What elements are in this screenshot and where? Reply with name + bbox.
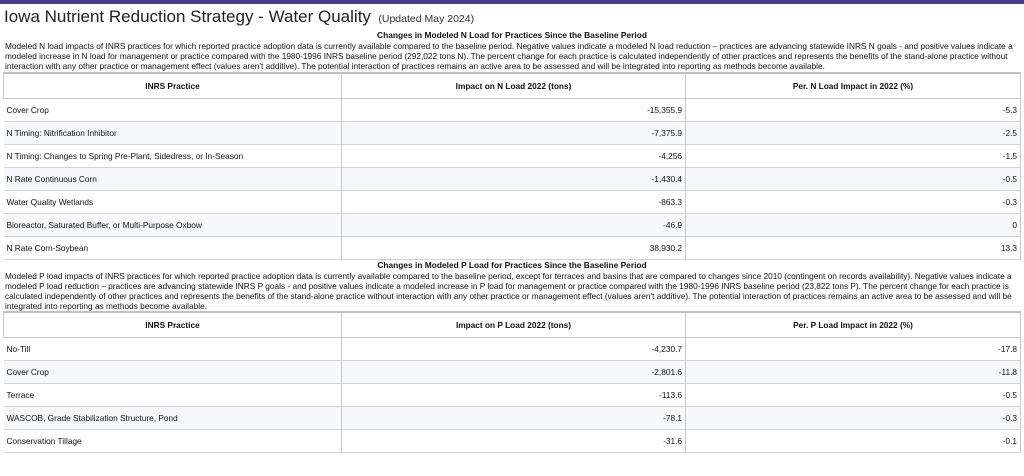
table-row[interactable] — [4, 213, 1021, 236]
updated-date: (Updated May 2024) — [378, 13, 475, 25]
p-load-table — [3, 311, 1021, 453]
column-header-practice[interactable]: INRS Practice — [4, 73, 342, 99]
table-row[interactable] — [4, 338, 1021, 361]
table-row[interactable] — [4, 167, 1021, 190]
table-row[interactable] — [4, 121, 1021, 144]
p-load-section — [3, 260, 1021, 454]
table-row[interactable] — [4, 407, 1021, 430]
percent-cell: -2.5 — [686, 121, 1021, 144]
column-header-practice[interactable]: INRS Practice — [4, 312, 342, 338]
practice-cell: Water Quality Wetlands — [4, 190, 342, 213]
practice-cell: WASCOB, Grade Stabilization Structure, Pond — [4, 407, 342, 430]
impact-cell: -4,256 — [342, 144, 686, 167]
p-table-header-row — [4, 312, 1021, 338]
practice-cell: Cover Crop — [4, 98, 342, 121]
percent-cell: -0.5 — [686, 167, 1021, 190]
practice-cell: Cover Crop — [4, 361, 342, 384]
practice-cell: No-Till — [4, 338, 342, 361]
table-row[interactable] — [4, 430, 1021, 453]
table-row[interactable] — [4, 98, 1021, 121]
percent-cell: -0.1 — [686, 430, 1021, 453]
n-load-section — [3, 30, 1021, 260]
table-row[interactable] — [4, 190, 1021, 213]
n-load-table — [3, 72, 1021, 260]
impact-cell: -15,355.9 — [342, 98, 686, 121]
percent-cell: -11.8 — [686, 361, 1021, 384]
percent-cell: -5.3 — [686, 98, 1021, 121]
table-row[interactable] — [4, 361, 1021, 384]
impact-cell: -863.3 — [342, 190, 686, 213]
percent-cell: -0.5 — [686, 384, 1021, 407]
impact-cell: -4,230.7 — [342, 338, 686, 361]
n-section-title: Changes in Modeled N Load for Practices Since the Baseline Period — [377, 30, 647, 40]
impact-cell: -46.9 — [342, 213, 686, 236]
impact-cell: 38,930.2 — [342, 236, 686, 259]
practice-cell: Terrace — [4, 384, 342, 407]
percent-cell: 0 — [686, 213, 1021, 236]
practice-cell: Bioreactor, Saturated Buffer, or Multi-Purpose Oxbow — [4, 213, 342, 236]
percent-cell: -0.3 — [686, 407, 1021, 430]
n-section-description: Modeled N load impacts of INRS practices for which reported practice adoption data is currently available compared to the baseline period. Negative values indicate a modeled N load reduction – practices are advancing statewide INRS N goals - and positive values indicate a modeled increase in N load for management or practice compared with the 1980-1996 INRS baseline period (292,022 tons N). The percent change for each practice is calculated independently of other practices and represents the benefits of the stand-alone practice without interaction with any other practice or management effect (values aren't additive). The potential interaction of practices remains an active area to be assessed and will be integrated into reporting as methods become available. — [5, 41, 1013, 72]
practice-cell: N Rate Continuous Corn — [4, 167, 342, 190]
table-row[interactable] — [4, 144, 1021, 167]
impact-cell: -2,801.6 — [342, 361, 686, 384]
impact-cell: -31.6 — [342, 430, 686, 453]
table-row[interactable] — [4, 236, 1021, 259]
column-header-impact[interactable]: Impact on P Load 2022 (tons) — [342, 312, 686, 338]
practice-cell: N Rate Corn-Soybean — [4, 236, 342, 259]
percent-cell: 13.3 — [686, 236, 1021, 259]
page-title: Iowa Nutrient Reduction Strategy - Water Quality — [4, 7, 371, 26]
n-table-header-row — [4, 73, 1021, 99]
practice-cell: N Timing: Nitrification Inhibitor — [4, 121, 342, 144]
column-header-impact[interactable]: Impact on N Load 2022 (tons) — [342, 73, 686, 99]
practice-cell: N Timing: Changes to Spring Pre-Plant, Sidedress, or In-Season — [4, 144, 342, 167]
p-section-description: Modeled P load impacts of INRS practices for which reported practice adoption data is currently available compared to the baseline period, except for terraces and basins that are compared to changes since 2010 (contingent on records availability). Negative values indicate a modeled P load reduction – practices are advancing statewide INRS P goals - and positive values indicate a modeled increase in P load for management or practice compared with the 1980-1996 INRS baseline period (23,822 tons P). The percent change for each practice is calculated independently of other practices and represents the benefits of the stand-alone practice without interaction with any other practice or management effect (values aren't additive). The potential interaction of practices remains an active area to be assessed and will be integrated into reporting as methods become available. — [5, 270, 1012, 312]
percent-cell: -1.5 — [686, 144, 1021, 167]
impact-cell: -1,430.4 — [342, 167, 686, 190]
impact-cell: -7,375.9 — [342, 121, 686, 144]
impact-cell: -113.6 — [342, 384, 686, 407]
impact-cell: -78.1 — [342, 407, 686, 430]
p-section-title: Changes in Modeled P Load for Practices Since the Baseline Period — [377, 259, 647, 270]
column-header-percent[interactable]: Per. N Load Impact in 2022 (%) — [686, 73, 1021, 99]
column-header-percent[interactable]: Per. P Load Impact in 2022 (%) — [686, 312, 1021, 338]
page-header — [0, 4, 1024, 30]
table-row[interactable] — [4, 384, 1021, 407]
practice-cell: Conservation Tillage — [4, 430, 342, 453]
percent-cell: -17.8 — [686, 338, 1021, 361]
percent-cell: -0.3 — [686, 190, 1021, 213]
